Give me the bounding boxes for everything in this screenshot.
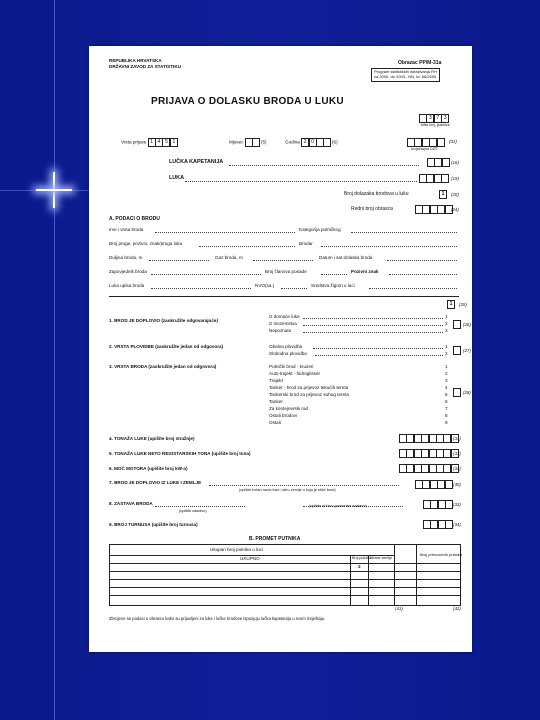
q7-note: (upišite točan naziv luke i sifru zemlje u koju je stiže brod): [239, 488, 336, 492]
q2-num: (27): [463, 348, 471, 353]
q1-code: 3: [445, 328, 448, 333]
month-num: (5): [260, 139, 267, 145]
q2-code: 2: [445, 351, 448, 356]
q1-box[interactable]: [453, 320, 461, 329]
q3-code: 4: [445, 385, 448, 390]
q3-opt[interactable]: Putnički brod - kruzeri: [269, 364, 314, 369]
q1-opt[interactable]: Nepoznato: [269, 328, 292, 333]
q9-num: (34): [453, 522, 461, 527]
q1-opt[interactable]: iz inozemstva: [269, 321, 297, 326]
program-note-box: [371, 68, 440, 82]
q8-boxes: [423, 500, 453, 509]
year-row: [285, 138, 338, 147]
q3-code: 3: [445, 378, 448, 383]
document-page: [89, 46, 472, 652]
length-label: Duljina broda, m: [109, 255, 143, 260]
month-label: Mjesec: [229, 139, 244, 145]
q7-label: 7. BROD JE DOPLOVIO IZ LUKE I ZEMLJE: [109, 480, 202, 485]
q3-code: 7: [445, 406, 448, 411]
q3-opt[interactable]: Ostali brodovi: [269, 413, 298, 418]
section-a-title: A. PODACI O BRODU: [109, 216, 160, 222]
year-box[interactable]: [323, 138, 331, 147]
route-field[interactable]: [199, 246, 295, 247]
table-head-total: Ukupan broj putnika u luci: [210, 547, 263, 552]
harbour-office-num: (16): [451, 160, 459, 165]
year-num: (6): [332, 139, 338, 145]
item-box[interactable]: 1: [148, 138, 156, 147]
harbour-office-field[interactable]: [229, 165, 419, 166]
code-boxes: [419, 114, 449, 123]
q2-opt[interactable]: Obalna plovidba: [269, 344, 303, 349]
shipowner-label: Brodar: [299, 241, 313, 246]
harbour-office-boxes: [427, 158, 449, 167]
table-col-passengers: Broj putnika: [352, 556, 371, 560]
box[interactable]: [445, 480, 453, 489]
draught-field[interactable]: [253, 260, 313, 261]
port-label: LUKA: [169, 175, 184, 181]
captain-field[interactable]: [151, 274, 261, 275]
q6-boxes: [399, 464, 458, 473]
q1-label: 1. BROD JE DOPLOVIO (zaokružite odgovarajuće): [109, 318, 218, 323]
nvo-label: NVO(sa.): [255, 283, 275, 288]
ship-name-field[interactable]: [155, 232, 295, 233]
q3-code: 5: [445, 392, 448, 397]
harbour-office-label: LUČKA KAPETANIJA: [169, 159, 224, 165]
year-box[interactable]: 2: [301, 138, 309, 147]
izvj-label: Izvještajna DZS: [411, 147, 438, 151]
q1-opt[interactable]: iz domaće luke: [269, 314, 300, 319]
footer-note: Zbrojene se podaci u obrascu kako su prijavljeni za luke i lučke brodove ispunjuju lučka kapetanija u svom izvještaju.: [109, 616, 326, 621]
q9-label: 9. BROJ TURNUSA (upišite broj turnusa): [109, 522, 198, 527]
row-num: (01): [449, 139, 457, 144]
q3-opt[interactable]: Tanker: [269, 399, 283, 404]
q7-field[interactable]: [209, 485, 399, 486]
q3-code: 8: [445, 413, 448, 418]
q1-code: 2: [445, 321, 448, 326]
q8-label: 8. ZASTAVA BRODA: [109, 501, 153, 506]
port-field[interactable]: [185, 181, 417, 182]
q3-opt[interactable]: Auto-trajekt - hidroglisser: [269, 371, 321, 376]
q3-opt[interactable]: Trajekt: [269, 378, 283, 383]
arrival-label: Datum i sat dolaska broda: [319, 255, 373, 260]
q3-code: 1: [445, 364, 448, 369]
month-row: [229, 138, 267, 147]
q1-num: (26): [463, 322, 471, 327]
captain-label: Zapovjednik broda: [109, 269, 147, 274]
table-col-total: UKUPNO: [240, 556, 260, 561]
bureau-label: DRŽAVNI ZAVOD ZA STATISTIKU: [109, 64, 181, 69]
q7-num: (40): [453, 482, 461, 487]
order-no-num: (24): [451, 207, 459, 212]
table-head-overnight: Broj prenoćenih putnika: [420, 552, 463, 557]
item-box[interactable]: 5: [162, 138, 170, 147]
decor-vertical-line: [54, 0, 55, 720]
q8-num: (33): [453, 502, 461, 507]
q4-label: 4. TONAŽA LUKE (upišite broj stražnje): [109, 436, 195, 441]
program-note-line: Program statističkih istraživanja RH: [374, 69, 437, 74]
q2-label: 2. VRSTA PLOVIDBE (zaokružite jedan od odgovora): [109, 344, 224, 349]
shipowner-field[interactable]: [321, 246, 457, 247]
q1-code: 1: [445, 314, 448, 319]
q3-opt[interactable]: Ostali: [269, 420, 281, 425]
top-box[interactable]: [437, 138, 445, 147]
q2-box[interactable]: [453, 346, 461, 355]
page-title: PRIJAVA O DOLASKU BRODA U LUKU: [151, 96, 344, 107]
q3-num: (28): [463, 390, 471, 395]
q3-label: 3. VRSTA BRODA (zaokružite jedan od odgovora): [109, 364, 217, 369]
registry-port-field[interactable]: [151, 288, 251, 289]
q4-boxes: [399, 434, 458, 443]
ships-arrived-num: (20): [451, 192, 459, 197]
means-field[interactable]: [369, 288, 457, 289]
q8-note: (upišite državu pomorske zastave): [309, 504, 367, 508]
q25-num: (25): [459, 302, 467, 307]
q2-opt[interactable]: Slobodna plovidba: [269, 351, 307, 356]
route-label: Broj pruge, pozivni, znak/pruga luka: [109, 241, 183, 246]
table-col-foreign: Strane zemlje: [370, 556, 392, 560]
crew-label: Broj članova posade: [265, 269, 307, 274]
republic-label: REPUBLIKA HRVATSKA: [109, 58, 162, 63]
table-foot-a: (41): [395, 606, 403, 611]
divider: [109, 296, 459, 297]
item-box[interactable]: 1: [170, 138, 178, 147]
call-sign-label: Pozivni znak: [351, 269, 379, 274]
item-box[interactable]: 4: [155, 138, 163, 147]
ships-arrived-box[interactable]: 1: [439, 190, 447, 199]
code-label: šifra izvj. jedinice: [421, 123, 450, 127]
draught-label: Gaz broda, m: [215, 255, 243, 260]
call-sign-field[interactable]: [389, 274, 457, 275]
q5-label: 5. TONAŽA LUKE NETO REGISTARSKIH TONA (upišite broj tona): [109, 451, 251, 456]
length-field[interactable]: [149, 260, 209, 261]
code-box[interactable]: 3: [426, 114, 434, 123]
q5-boxes: [399, 449, 458, 458]
code-box[interactable]: 3: [441, 114, 449, 123]
order-no-boxes: [415, 205, 452, 214]
category-label: Kategorija putničkog: [299, 227, 341, 232]
box[interactable]: [442, 158, 450, 167]
port-boxes: [419, 174, 449, 183]
table-row-mark: 2: [358, 564, 361, 569]
code-box[interactable]: 7: [434, 114, 442, 123]
q3-opt[interactable]: Tanker - brod za prijevoz tekućih tereta: [269, 385, 349, 390]
q8-note2: (upišite zastavu): [179, 509, 207, 513]
box[interactable]: [441, 174, 449, 183]
means-label: Sredstva žigom u luci: [311, 283, 355, 288]
q9-boxes: [423, 520, 453, 529]
form-code: Obrazac PP/M-31a: [398, 60, 442, 66]
item-row: [121, 138, 177, 147]
nvo-field[interactable]: [281, 288, 307, 289]
year-box[interactable]: 0: [309, 138, 317, 147]
month-box[interactable]: [252, 138, 260, 147]
q3-box[interactable]: [453, 388, 461, 397]
year-label: Godina: [285, 139, 300, 145]
q4-num: (31): [453, 436, 461, 441]
q3-opt[interactable]: Za kontejnerski rad: [269, 406, 309, 411]
q3-code: 9: [445, 420, 448, 425]
ships-arrived-label: Broj dolazaka brodova u luku: [344, 191, 409, 197]
order-no-label: Redni broj obrasca: [351, 206, 393, 212]
crew-field[interactable]: [321, 274, 347, 275]
q25-box[interactable]: 1: [447, 300, 455, 309]
sparkle-icon: [36, 172, 72, 208]
q3-code: 2: [445, 371, 448, 376]
passenger-table: [109, 544, 461, 606]
item-label: Vrsta prijave: [121, 139, 147, 145]
category-field[interactable]: [351, 232, 457, 233]
q6-num: (34): [453, 466, 461, 471]
q6-label: 6. MOĆ MOTORA (upišite broj kW-a): [109, 466, 188, 471]
top-boxes: [407, 138, 444, 147]
arrival-field[interactable]: [387, 260, 457, 261]
q5-num: (33): [453, 451, 461, 456]
table-foot-b: (42): [453, 606, 461, 611]
registry-port-label: Luka upisa broda: [109, 283, 145, 288]
q7-boxes: [415, 480, 452, 489]
program-note-line: za 2000. do 2003., NN, br. 66/2000.: [374, 73, 438, 79]
q8-field-a[interactable]: [155, 506, 245, 507]
section-b-title: B. PROMET PUTNIKA: [249, 536, 301, 542]
ship-name-label: Ime i vrsta broda: [109, 227, 144, 232]
q3-opt[interactable]: Tankerski brod za prijevoz suhog tereta: [269, 392, 349, 397]
q2-code: 1: [445, 344, 448, 349]
q3-code: 6: [445, 399, 448, 404]
port-num: (19): [451, 176, 459, 181]
